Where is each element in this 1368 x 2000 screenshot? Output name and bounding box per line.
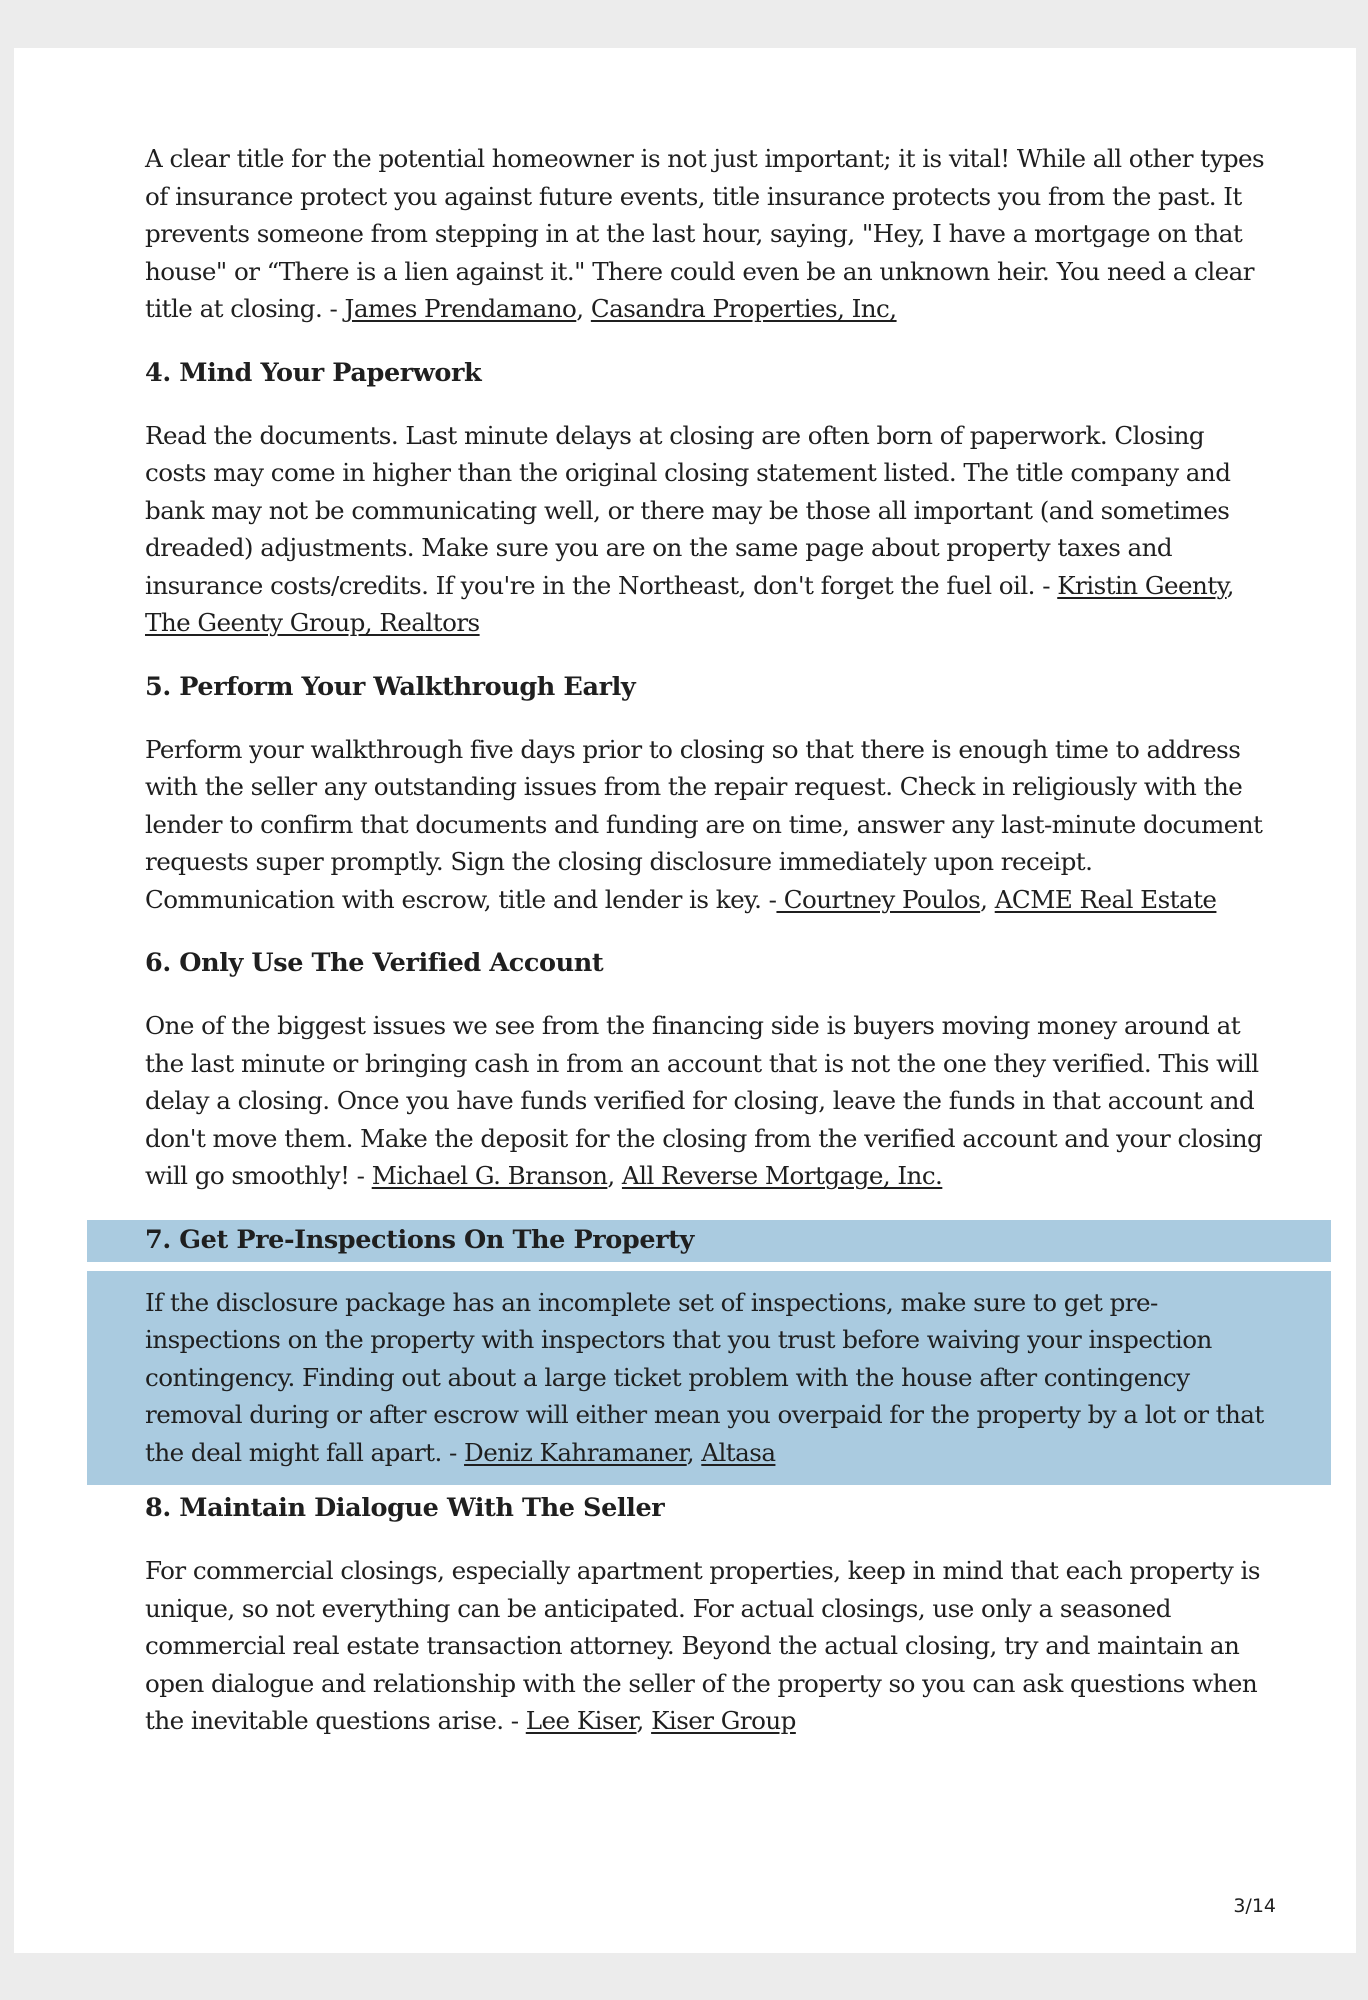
section-paragraph: For commercial closings, especially apartment properties, keep in mind that each property is unique, so not everything can be anticipated. For actual closings, use only a seasoned commercial real estate transaction attorney. Beyond the actual closing, try and maintain an open dialogue and relationship with the seller of the property so you can ask questions when the inevitable questions arise. - Lee Kiser, Kiser Group — [145, 1556, 1260, 1735]
section-heading: 8. Maintain Dialogue With The Seller — [145, 1493, 665, 1523]
section-heading: 4. Mind Your Paperwork — [145, 357, 482, 388]
author-link[interactable]: James Prendamano — [344, 294, 577, 323]
highlight-separator — [87, 1262, 1331, 1271]
company-link[interactable]: All Reverse Mortgage, Inc. — [621, 1161, 943, 1190]
section-paragraph: If the disclosure package has an incomplete set of inspections, make sure to get pre-inspections on the property with inspectors that you trust before waiving your inspection contingency. Finding out about a large ticket problem with the house after contingency removal during or after escrow will either mean you overpaid for the property by a lot or that the deal might fall apart. - Deniz Kahramaner, Altasa — [145, 1287, 1264, 1467]
article-body — [145, 140, 1265, 1740]
section-paragraph: Perform your walkthrough five days prior to closing so that there is enough time to address with the seller any outstanding issues from the repair request. Check in religiously with the lender to confirm that documents and funding are on time, answer any last-minute document requests super promptly. Sign the closing disclosure immediately upon receipt. Communication with escrow, title and lender is key. - Courtney Poulos, ACME Real Estate — [145, 734, 1263, 914]
company-link[interactable]: Casandra Properties, Inc, — [590, 294, 897, 323]
page-number: 3/14 — [1233, 1895, 1276, 1917]
company-link[interactable]: ACME Real Estate — [994, 884, 1217, 914]
section-heading: 6. Only Use The Verified Account — [145, 948, 604, 978]
section-paragraph: Read the documents. Last minute delays at closing are often born of paperwork. Closing costs may come in higher than the original closing statement listed. The title company and bank may not be communicating well, or there may be those all important (and sometimes dreaded) adjustments. Make sure you are on the same page about property taxes and insurance costs/credits. If you're in the Northeast, don't forget the fuel oil. - Kristin Geenty, The Geenty Group, Realtors — [145, 420, 1234, 637]
section-paragraph: One of the biggest issues we see from the financing side is buyers moving money around at the last minute or bringing cash in from an account that is not the one they verified. This will delay a closing. Once you have funds verified for closing, leave the funds in that account and don't move them. Make the deposit for the closing from the verified account and your closing will go smoothly! - Michael G. Branson, All Reverse Mortgage, Inc. — [145, 1011, 1263, 1190]
company-link[interactable]: Altasa — [701, 1437, 776, 1467]
author-link[interactable]: Lee Kiser — [525, 1706, 637, 1735]
highlighted-heading-block — [87, 1220, 1331, 1262]
section-heading: 7. Get Pre-Inspections On The Property — [145, 1224, 694, 1255]
author-link[interactable]: Michael G. Branson — [371, 1161, 608, 1190]
highlighted-paragraph-block — [87, 1271, 1331, 1486]
company-link[interactable]: Kiser Group — [651, 1706, 796, 1735]
section-heading: 5. Perform Your Walkthrough Early — [145, 671, 636, 702]
author-link[interactable]: Kristin Geenty — [1057, 570, 1227, 600]
author-link[interactable]: Courtney Poulos — [776, 884, 981, 914]
document-page — [14, 48, 1356, 1953]
author-link[interactable]: Deniz Kahramaner — [464, 1437, 687, 1467]
company-link[interactable]: The Geenty Group, Realtors — [145, 608, 480, 637]
intro-paragraph: A clear title for the potential homeowner is not just important; it is vital! While all other types of insurance protect you against future events, title insurance protects you from the past. It prevents someone from stepping in at the last hour, saying, "Hey, I have a mortgage on that house" or “There is a lien against it." There could even be an unknown heir. You need a clear title at closing. - James Prendamano, Casandra Properties, Inc, — [145, 144, 1265, 323]
intro-text: A clear title for the potential homeowner is not just important; it is vital! While all other types of insurance protect you against future events, title insurance protects you from the past. It prevents someone from stepping in at the last hour, saying, "Hey, I have a mortgage on that house" or “There is a lien against it." There could even be an unknown heir. You need a clear title at closing. - — [145, 144, 1265, 323]
